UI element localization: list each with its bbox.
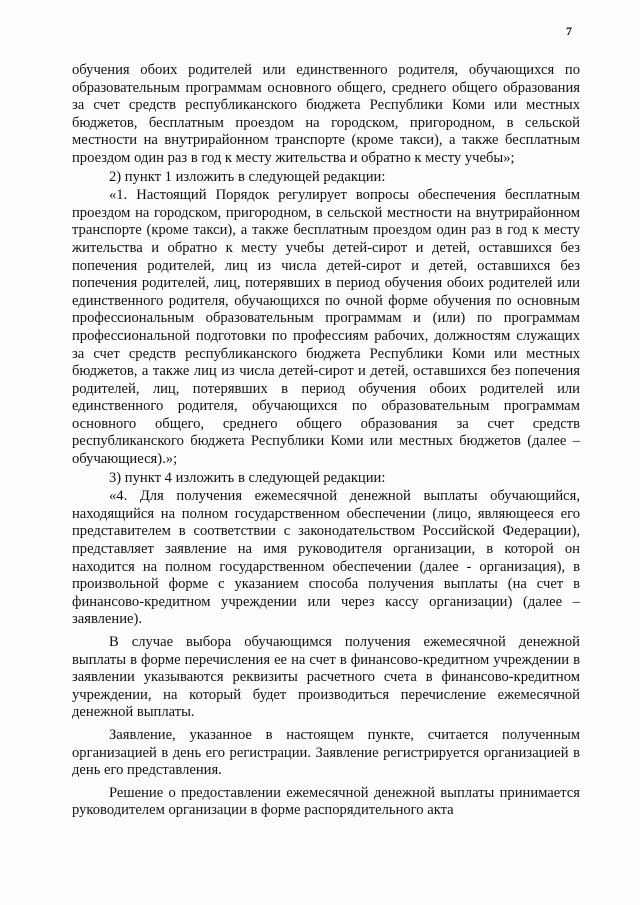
paragraph-item-2-heading: 2) пункт 1 изложить в следующей редакции: — [109, 168, 386, 185]
paragraph-decision: Решение о предоставлении ежемесячной денежной выплаты принимается руководителем организации в форме распорядительного акта — [72, 784, 580, 819]
page-number: 7 — [566, 24, 572, 38]
paragraph-continuation: обучения обоих родителей или единственного родителя, обучающихся по образовательным программам основного общего, среднего общего образования за счет средств республиканского бюджета Республики Коми или местных бюджетов, бесплатным проездом на городском, пригородном, в сельской местности на внутрирайонном транспорте (кроме такси), а также бесплатным проездом один раз в год к месту жительства и обратно к месту учебы»; — [72, 62, 580, 166]
paragraph-item-3-heading: 3) пункт 4 изложить в следующей редакции: — [109, 469, 386, 486]
paragraph-registration: Заявление, указанное в настоящем пункте, считается полученным организацией в день его регистрации. Заявление регистрируется организацией в день его представления. — [72, 726, 580, 779]
paragraph-item-1-text: «1. Настоящий Порядок регулирует вопросы обеспечения бесплатным проездом на городском, пригородном, в сельской местности на внутрирайонном транспорте (кроме такси), а также бесплатным проездом один раз в год к месту жительства и обратно к месту учебы детей-сирот и детей, оставшихся без попечения родителей, лиц из числа детей-сирот и детей, оставшихся без попечения родителей, лиц, потерявших в период обучения обоих родителей или единственного родителя, обучающихся по очной форме обучения по основным профессиональным образовательным программам и (или) по программам профессиональной подготовки по профессиям рабочих, должностям служащих за счет средств республиканского бюджета Республики Коми или местных бюджетов, а также лиц из числа детей-сирот и детей, оставшихся без попечения родителей, лиц, потерявших в период обучения обоих родителей или единственного родителя, обучающихся по образовательным программам основного общего, среднего общего образования за счет средств республиканского бюджета Республики Коми или местных бюджетов (далее – обучающиеся).»; — [72, 187, 580, 468]
document-body — [72, 62, 580, 821]
paragraph-bank-transfer: В случае выбора обучающимся получения ежемесячной денежной выплаты в форме перечисления ее на счет в финансово-кредитном учреждении в заявлении указываются реквизиты расчетного счета в финансово-кредитном учреждении, на который будет производиться перечисление ежемесячной денежной выплаты. — [72, 634, 580, 721]
paragraph-item-4-text: «4. Для получения ежемесячной денежной выплаты обучающийся, находящийся на полном государственном обеспечении (лицо, являющееся его представителем в соответствии с законодательством Российской Федерации), представляет заявление на имя руководителя организации, в которой он находится на полном государственном обеспечении (далее - организация), в произвольной форме с указанием способа получения выплаты (на счет в финансово-кредитном учреждении или через кассу организации) (далее – заявление). — [72, 488, 580, 628]
